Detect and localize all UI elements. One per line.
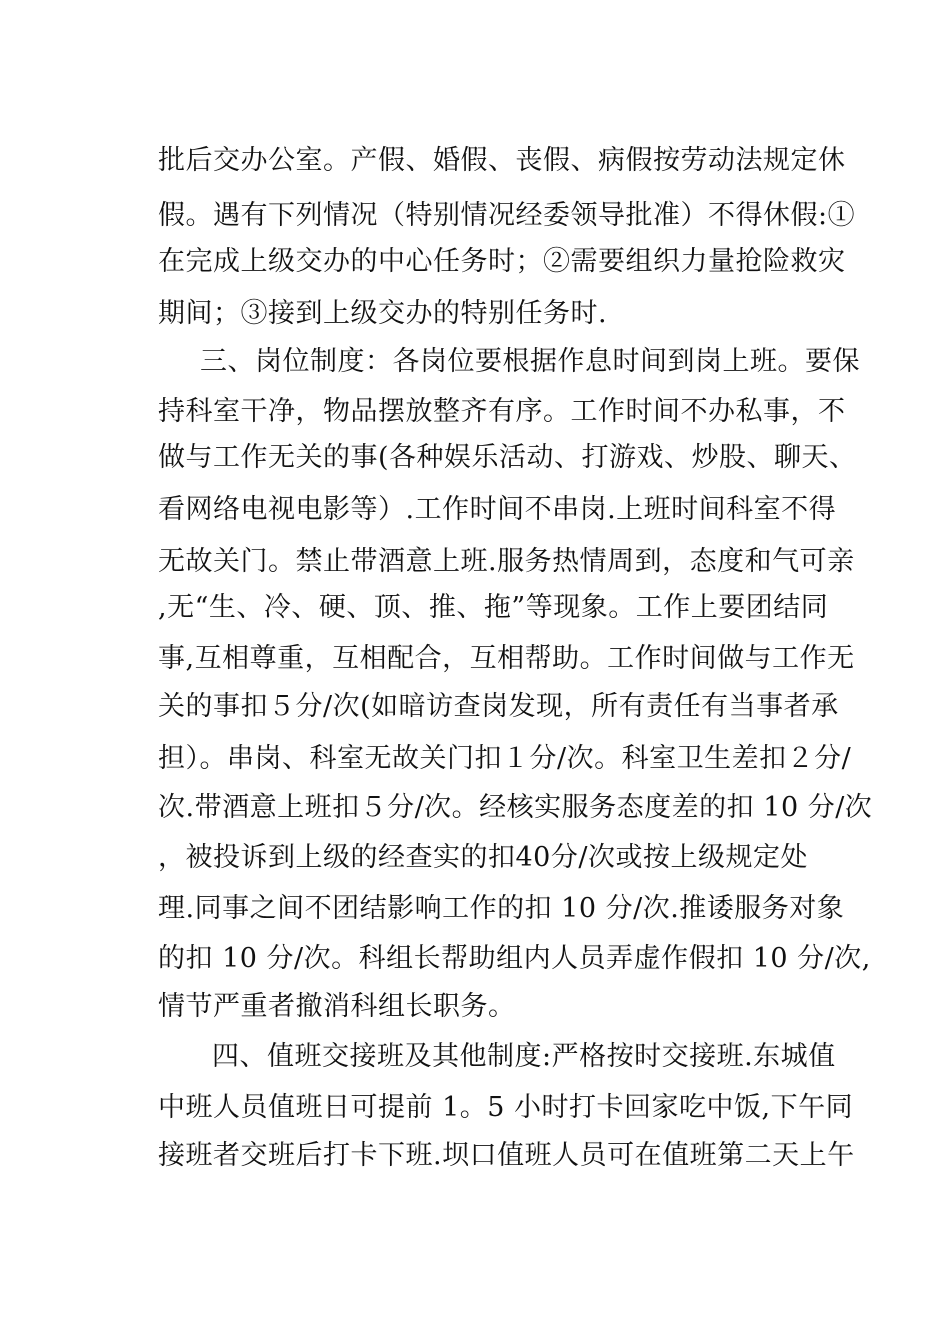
text-line: ，被投诉到上级的经查实的扣40分/次或按上级规定处 [158,842,808,873]
text-line: 理.同事之间不团结影响工作的扣 10 分/次.推诿服务对象 [158,893,845,924]
text-line: ,无“生、冷、硬、顶、推、拖”等现象。工作上要团结同 [158,592,829,623]
text-line: 持科室干净，物品摆放整齐有序。工作时间不办私事，不 [158,396,846,427]
text-line: 的扣 10 分/次。科组长帮助组内人员弄虚作假扣 10 分/次, [158,943,871,974]
text-line: 关的事扣５分/次(如暗访查岗发现，所有责任有当事者承 [158,691,839,722]
text-line: 担）。串岗、科室无故关门扣１分/次。科室卫生差扣２分/ [158,743,852,774]
text-line: 看网络电视电影等）.工作时间不串岗.上班时间科室不得 [158,494,837,525]
section-heading-line: 四、值班交接班及其他制度:严格按时交接班.东城值 [212,1041,836,1072]
text-line: 期间；③接到上级交办的特别任务时. [158,298,608,329]
text-line: 事,互相尊重，互相配合，互相帮助。工作时间做与工作无 [158,643,855,674]
text-line: 假。遇有下列情况（特别情况经委领导批准）不得休假:① [158,200,856,231]
text-line: 做与工作无关的事(各种娱乐活动、打游戏、炒股、聊天、 [158,442,857,473]
text-line: 批后交办公室。产假、婚假、丧假、病假按劳动法规定休 [158,145,846,176]
text-line: 中班人员值班日可提前 1。5 小时打卡回家吃中饭,下午同 [158,1092,854,1123]
text-line: 无故关门。禁止带酒意上班.服务热情周到，态度和气可亲 [158,546,855,577]
text-line: 情节严重者撤消科组长职务。 [158,991,516,1022]
section-heading-line: 三、岗位制度：各岗位要根据作息时间到岗上班。要保 [200,346,860,377]
text-line: 接班者交班后打卡下班.坝口值班人员可在值班第二天上午 [158,1140,855,1171]
text-line: 次.带酒意上班扣５分/次。经核实服务态度差的扣 10 分/次 [158,792,873,823]
text-line: 在完成上级交办的中心任务时；②需要组织力量抢险救灾 [158,246,846,277]
